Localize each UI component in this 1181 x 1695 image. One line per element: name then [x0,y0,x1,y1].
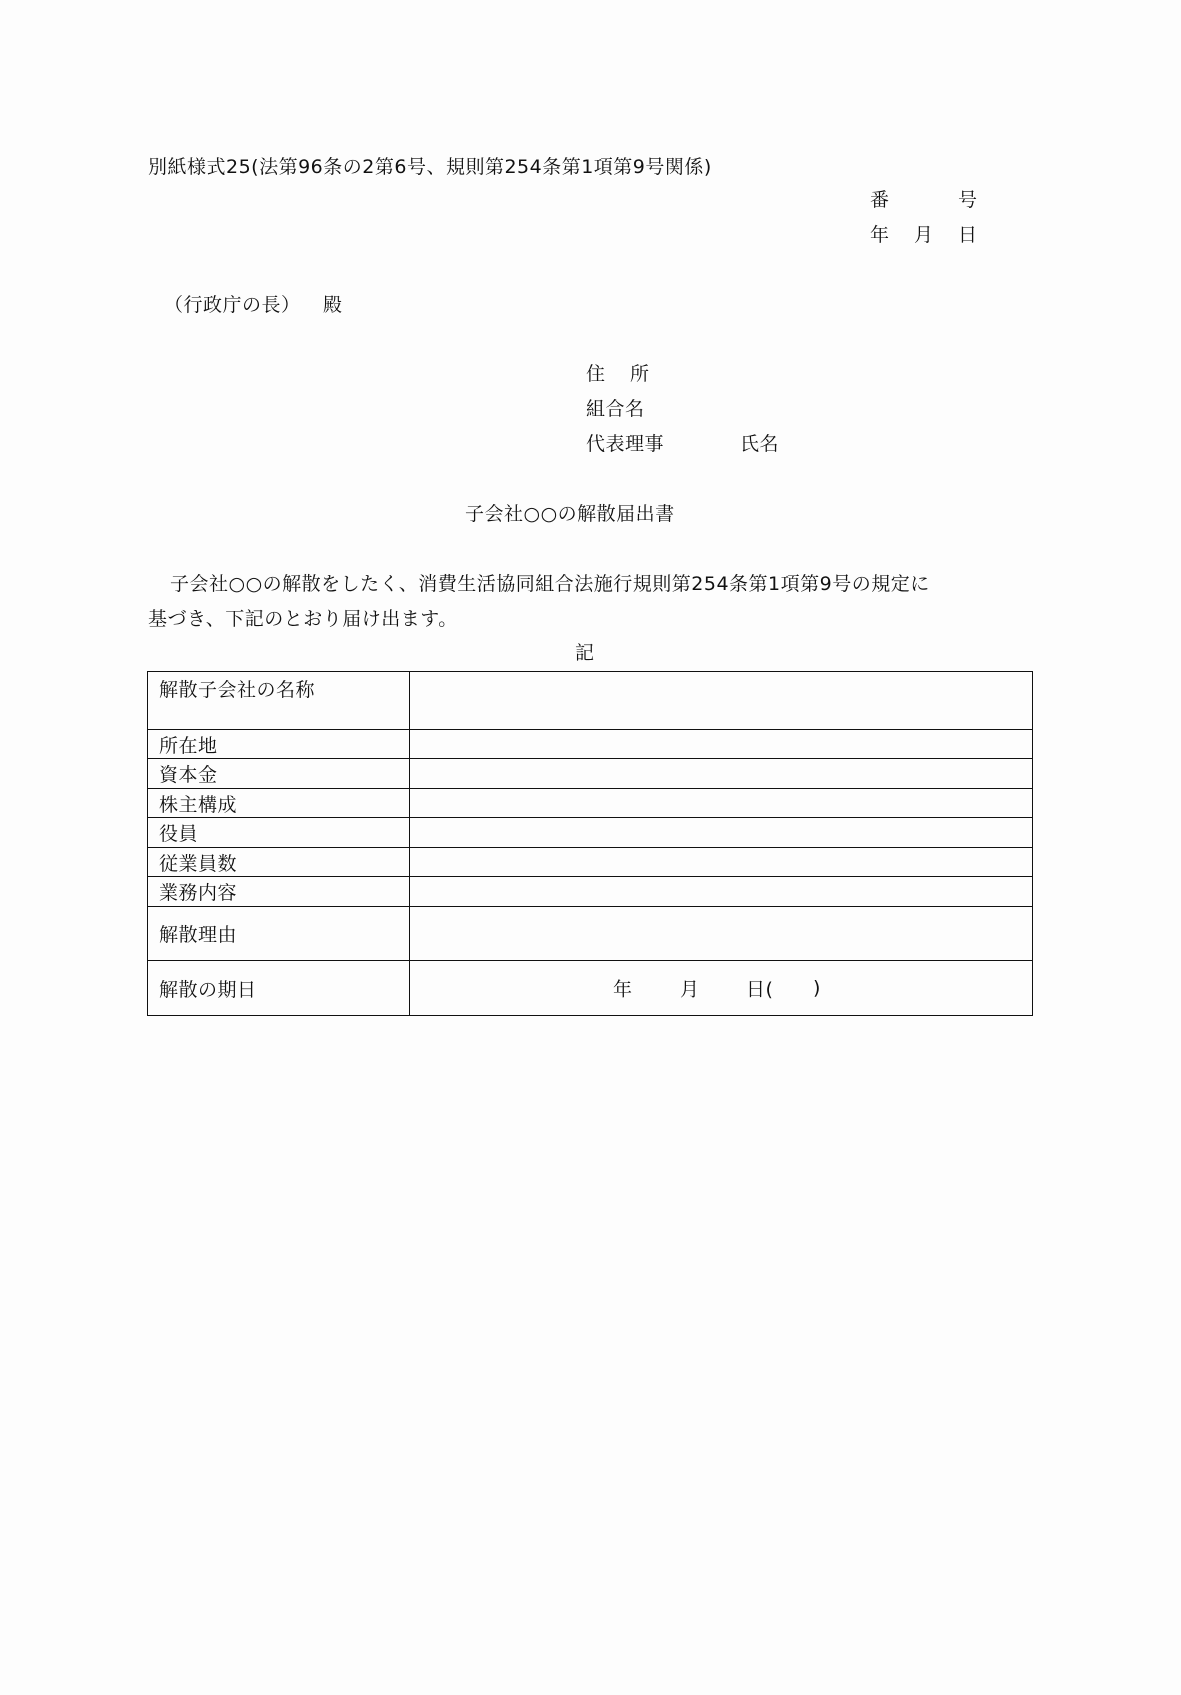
date-month-label: 月 [914,224,934,246]
date-year-label: 年 [870,224,890,246]
field-dissolution-reason[interactable] [410,907,1033,961]
dissolution-date-year: 年 [613,978,633,1001]
row-label-dissolution-date: 解散の期日 [148,961,410,1016]
note-heading: 記 [575,642,595,664]
union-name-label: 組合名 [586,398,645,420]
dissolution-details-table [147,671,1033,1016]
field-dissolution-date[interactable] [410,961,1033,1016]
table-row [148,672,1033,730]
field-capital[interactable] [410,759,1033,789]
table-row [148,848,1033,877]
field-shareholder-structure[interactable] [410,789,1033,818]
dissolution-date-month: 月 [680,978,700,1001]
addressee-authority: （行政庁の長） [164,294,301,316]
address-label-second: 所 [630,363,650,385]
representative-label: 代表理事 [586,433,665,455]
date-day-label: 日 [958,224,978,246]
dissolution-date-weekday-close: ) [813,977,821,999]
body-text-line-2: 基づき、下記のとおり届け出ます。 [148,608,458,630]
addressee-honorific: 殿 [323,294,343,316]
field-subsidiary-name[interactable] [410,672,1033,730]
form-reference: 別紙様式25(法第96条の2第6号、規則第254条第1項第9号関係) [148,156,712,178]
row-label-location: 所在地 [148,730,410,759]
number-label-second: 号 [958,189,978,211]
table-row [148,818,1033,848]
table-row [148,759,1033,789]
address-label-first: 住 [586,363,606,385]
table-row [148,730,1033,759]
field-location[interactable] [410,730,1033,759]
body-text-line-1: 子会社○○の解散をしたく、消費生活協同組合法施行規則第254条第1項第9号の規定に [170,573,930,595]
dissolution-date-day: 日( [746,978,774,1001]
row-label-shareholder-structure: 株主構成 [148,789,410,818]
row-label-subsidiary-name: 解散子会社の名称 [148,672,410,730]
row-label-business-description: 業務内容 [148,877,410,907]
table-row [148,789,1033,818]
row-label-officers: 役員 [148,818,410,848]
field-officers[interactable] [410,818,1033,848]
row-label-capital: 資本金 [148,759,410,789]
table-row [148,961,1033,1016]
name-label: 氏名 [740,433,780,455]
field-business-description[interactable] [410,877,1033,907]
number-label-first: 番 [870,189,890,211]
table-row [148,877,1033,907]
table-row [148,907,1033,961]
row-label-dissolution-reason: 解散理由 [148,907,410,961]
document-title: 子会社○○の解散届出書 [465,503,675,525]
field-employee-count[interactable] [410,848,1033,877]
row-label-employee-count: 従業員数 [148,848,410,877]
